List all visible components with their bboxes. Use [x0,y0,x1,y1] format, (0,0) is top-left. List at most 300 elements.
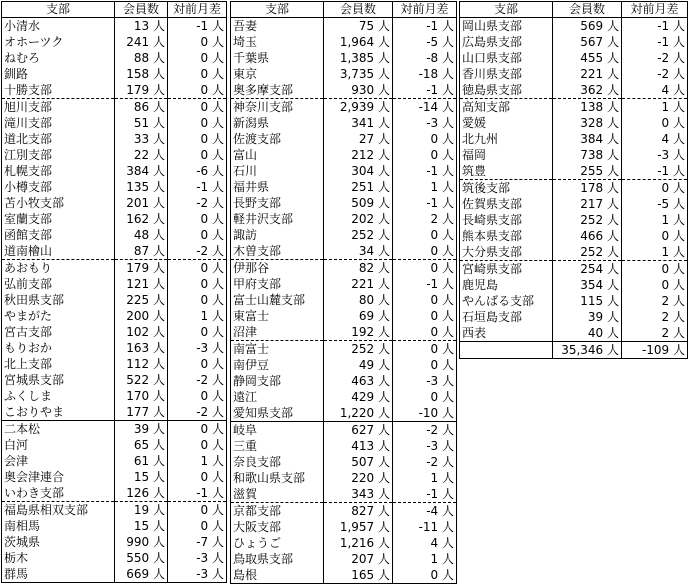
table-row [231,503,457,520]
monthly-diff: 1 人 [393,551,457,567]
branch-name: もりおか [2,340,115,356]
table-row [231,519,457,535]
branch-name: 札幌支部 [2,163,115,179]
branch-name: 鳥取県支部 [231,551,324,567]
branch-name: 和歌山県支部 [231,470,324,486]
member-count: 1,964 人 [324,34,393,50]
branch-name: やまがた [2,308,115,324]
member-count: 13 人 [115,18,168,35]
branch-name: あおもり [2,260,115,277]
table-row [460,50,688,66]
monthly-diff: 2 人 [393,211,457,227]
monthly-diff: -2 人 [393,422,457,439]
table-row [2,550,227,566]
table-row [231,131,457,147]
branch-name: 軽井沢支部 [231,211,324,227]
member-count: 207 人 [324,551,393,567]
branch-name: 会津 [2,453,115,469]
member-count: 1,216 人 [324,535,393,551]
monthly-diff: -5 人 [622,196,688,212]
monthly-diff: 0 人 [168,50,227,66]
branch-name: 東富士 [231,308,324,324]
monthly-diff: -1 人 [393,276,457,292]
member-count: 121 人 [115,276,168,292]
member-count: 86 人 [115,99,168,116]
branch-name: 静岡支部 [231,373,324,389]
table-row [2,82,227,99]
member-count: 252 人 [553,244,622,261]
table-row [2,308,227,324]
member-count: 254 人 [553,261,622,278]
member-count: 201 人 [115,195,168,211]
monthly-diff: 2 人 [622,325,688,342]
monthly-diff: 0 人 [393,567,457,584]
member-count: 463 人 [324,373,393,389]
monthly-diff: 1 人 [168,308,227,324]
member-count: 1,220 人 [324,405,393,422]
table-row [460,293,688,309]
member-count: 69 人 [324,308,393,324]
monthly-diff: -2 人 [168,372,227,388]
table-row [2,469,227,485]
monthly-diff: 0 人 [168,437,227,453]
branch-name: ふくしま [2,388,115,404]
branch-name: 小清水 [2,18,115,35]
branch-name: 奈良支部 [231,454,324,470]
monthly-diff: 0 人 [622,115,688,131]
monthly-diff: -1 人 [622,34,688,50]
table-row [231,82,457,99]
monthly-diff: 1 人 [393,470,457,486]
monthly-diff: 0 人 [168,469,227,485]
branch-name: 茨城県 [2,534,115,550]
monthly-diff: -7 人 [168,534,227,550]
member-count: 252 人 [324,341,393,358]
monthly-diff: 0 人 [393,260,457,277]
table-row [2,260,227,277]
member-count: 82 人 [324,260,393,277]
header-branch: 支部 [2,2,115,18]
member-count: 179 人 [115,82,168,99]
monthly-diff: 0 人 [168,292,227,308]
table-column-3 [459,1,688,359]
monthly-diff: -1 人 [393,163,457,179]
branch-name: 道北支部 [2,131,115,147]
monthly-diff: -2 人 [168,243,227,260]
member-count: 49 人 [324,357,393,373]
branch-name: 奥多摩支部 [231,82,324,99]
member-count: 1,385 人 [324,50,393,66]
member-count: 930 人 [324,82,393,99]
member-count: 990 人 [115,534,168,550]
monthly-diff: 0 人 [622,180,688,197]
monthly-diff: -1 人 [622,18,688,35]
member-count: 22 人 [115,147,168,163]
member-count: 202 人 [324,211,393,227]
monthly-diff: -1 人 [622,163,688,180]
table-row [231,389,457,405]
branch-name: 沼津 [231,324,324,341]
monthly-diff: 4 人 [622,82,688,99]
branch-name: 二本松 [2,421,115,438]
member-count: 15 人 [115,469,168,485]
total-diff: -109 人 [622,342,688,359]
branch-name: 栃木 [2,550,115,566]
monthly-diff: -3 人 [622,147,688,163]
table-row [231,308,457,324]
monthly-diff: 0 人 [168,388,227,404]
branch-name: 遠江 [231,389,324,405]
branch-name: 山口県支部 [460,50,553,66]
branch-name: 千葉県 [231,50,324,66]
header-members: 会員数 [115,2,168,18]
table-row [231,341,457,358]
member-count: 217 人 [553,196,622,212]
member-count: 384 人 [553,131,622,147]
branch-name: こおりやま [2,404,115,421]
table-row [231,276,457,292]
monthly-diff: 0 人 [168,82,227,99]
monthly-diff: -6 人 [168,163,227,179]
header-row [460,2,688,18]
branch-name: いわき支部 [2,485,115,502]
table-row [2,340,227,356]
branch-name: 吾妻 [231,18,324,35]
branch-name: 秋田県支部 [2,292,115,308]
monthly-diff: -1 人 [168,485,227,502]
header-branch: 支部 [460,2,553,18]
branch-name: 島根 [231,567,324,584]
monthly-diff: 0 人 [168,324,227,340]
member-count: 51 人 [115,115,168,131]
member-count: 251 人 [324,179,393,195]
monthly-diff: 0 人 [393,147,457,163]
branch-name: 江別支部 [2,147,115,163]
monthly-diff: 0 人 [168,99,227,116]
branch-name: 道南檜山 [2,243,115,260]
branch-name: 石川 [231,163,324,179]
member-count: 165 人 [324,567,393,584]
branch-name: 高知支部 [460,99,553,116]
table-row [460,18,688,35]
monthly-diff: -1 人 [393,486,457,503]
member-count: 27 人 [324,131,393,147]
member-count: 413 人 [324,438,393,454]
monthly-diff: -1 人 [393,82,457,99]
header-branch: 支部 [231,2,324,18]
branch-name: 新潟県 [231,115,324,131]
table-row [460,82,688,99]
member-count: 3,735 人 [324,66,393,82]
table-row [2,404,227,421]
branch-name: 岡山県支部 [460,18,553,35]
table-row [231,243,457,260]
monthly-diff: -14 人 [393,99,457,116]
monthly-diff: 2 人 [622,293,688,309]
member-count: 87 人 [115,243,168,260]
member-count: 135 人 [115,179,168,195]
table-row [2,534,227,550]
member-count: 177 人 [115,404,168,421]
table-row [2,502,227,519]
table-row [460,212,688,228]
table-row [2,18,227,35]
table-row [231,292,457,308]
table-row [2,292,227,308]
table-row [460,180,688,197]
member-count: 455 人 [553,50,622,66]
header-row [2,2,227,18]
monthly-diff: 0 人 [393,341,457,358]
monthly-diff: 0 人 [168,211,227,227]
monthly-diff: -3 人 [393,373,457,389]
member-count: 341 人 [324,115,393,131]
table-row [2,566,227,583]
monthly-diff: -8 人 [393,50,457,66]
table-row [460,131,688,147]
monthly-diff: 0 人 [393,292,457,308]
member-count: 304 人 [324,163,393,179]
branch-name: 筑後支部 [460,180,553,197]
branch-name: 佐賀県支部 [460,196,553,212]
monthly-diff: -3 人 [393,438,457,454]
branch-name: 富山 [231,147,324,163]
branch-name: 愛知県支部 [231,405,324,422]
header-members: 会員数 [553,2,622,18]
table-row [231,115,457,131]
header-row [231,2,457,18]
monthly-diff: -1 人 [168,18,227,35]
branch-name: 伊那谷 [231,260,324,277]
monthly-diff: -1 人 [393,18,457,35]
monthly-diff: 0 人 [393,131,457,147]
branch-name: 福井県 [231,179,324,195]
monthly-diff: -2 人 [622,50,688,66]
member-count: 33 人 [115,131,168,147]
branch-name: ひょうご [231,535,324,551]
table-row [231,324,457,341]
branch-name: 白河 [2,437,115,453]
branch-name: 熊本県支部 [460,228,553,244]
table-row [460,277,688,293]
table-row [231,195,457,211]
branch-name: 釧路 [2,66,115,82]
branch-name: 奥会津連合 [2,469,115,485]
member-count: 112 人 [115,356,168,372]
table-row [231,260,457,277]
member-count: 738 人 [553,147,622,163]
member-count: 115 人 [553,293,622,309]
branch-name: ねむろ [2,50,115,66]
monthly-diff: -2 人 [168,195,227,211]
table-row [231,373,457,389]
table-row [2,66,227,82]
branch-name: 鹿児島 [460,277,553,293]
member-count: 212 人 [324,147,393,163]
branch-name: やんばる支部 [460,293,553,309]
branch-name: 徳島県支部 [460,82,553,99]
branch-name: 香川県支部 [460,66,553,82]
table-row [2,179,227,195]
monthly-diff: 0 人 [168,260,227,277]
table-row [231,227,457,243]
monthly-diff: -2 人 [622,66,688,82]
member-count: 466 人 [553,228,622,244]
monthly-diff: 1 人 [393,179,457,195]
member-count: 179 人 [115,260,168,277]
table-row [2,518,227,534]
branch-name: 富士山麓支部 [231,292,324,308]
member-count: 75 人 [324,18,393,35]
table-column-1 [1,1,227,583]
monthly-diff: 4 人 [393,535,457,551]
table-row [231,422,457,439]
member-count: 80 人 [324,292,393,308]
branch-name: 苫小牧支部 [2,195,115,211]
header-diff: 対前月差 [622,2,688,18]
table-row [231,357,457,373]
branch-name: 東京 [231,66,324,82]
table-row [231,535,457,551]
table-row [231,405,457,422]
member-count: 328 人 [553,115,622,131]
branch-name: オホーツク [2,34,115,50]
monthly-diff: 0 人 [168,34,227,50]
member-count: 507 人 [324,454,393,470]
table-row [2,34,227,50]
table-row [460,66,688,82]
member-count: 669 人 [115,566,168,583]
monthly-diff: -4 人 [393,503,457,520]
member-count: 158 人 [115,66,168,82]
member-count: 384 人 [115,163,168,179]
branch-name: 愛媛 [460,115,553,131]
branch-name: 三重 [231,438,324,454]
table-row [2,195,227,211]
table-row [460,163,688,180]
table-row [2,243,227,260]
member-count: 569 人 [553,18,622,35]
header-diff: 対前月差 [168,2,227,18]
header-diff: 対前月差 [393,2,457,18]
member-count: 48 人 [115,227,168,243]
table-row [231,551,457,567]
monthly-diff: 0 人 [168,356,227,372]
table-row [231,470,457,486]
member-count: 627 人 [324,422,393,439]
branch-name: 長崎県支部 [460,212,553,228]
table-row [460,309,688,325]
member-count: 241 人 [115,34,168,50]
member-count: 221 人 [324,276,393,292]
member-count: 827 人 [324,503,393,520]
table-row [2,437,227,453]
table-row [2,485,227,502]
monthly-diff: 0 人 [168,421,227,438]
table-row [231,179,457,195]
total-row [460,342,688,359]
monthly-diff: 0 人 [168,518,227,534]
branch-name: 西表 [460,325,553,342]
monthly-diff: 0 人 [168,502,227,519]
monthly-diff: 0 人 [393,227,457,243]
member-count: 65 人 [115,437,168,453]
member-count: 1,957 人 [324,519,393,535]
branch-name: 弘前支部 [2,276,115,292]
table-row [460,99,688,116]
monthly-diff: 0 人 [168,147,227,163]
branch-name: 小樽支部 [2,179,115,195]
member-count: 162 人 [115,211,168,227]
branch-name: 旭川支部 [2,99,115,116]
branch-name: 諏訪 [231,227,324,243]
table-row [2,131,227,147]
member-count: 15 人 [115,518,168,534]
branch-name: 宮崎県支部 [460,261,553,278]
branch-name: 広島県支部 [460,34,553,50]
member-count: 192 人 [324,324,393,341]
monthly-diff: 0 人 [393,243,457,260]
monthly-diff: 0 人 [168,66,227,82]
member-count: 178 人 [553,180,622,197]
branch-name: 北九州 [460,131,553,147]
branch-name: 南伊豆 [231,357,324,373]
table-row [231,50,457,66]
monthly-diff: 4 人 [622,131,688,147]
table-row [231,567,457,584]
branch-name: 岐阜 [231,422,324,439]
monthly-diff: 0 人 [622,228,688,244]
branch-name: 石垣島支部 [460,309,553,325]
branch-name: 函館支部 [2,227,115,243]
member-count: 39 人 [553,309,622,325]
table-row [231,147,457,163]
branch-name: 福島県相双支部 [2,502,115,519]
member-count: 170 人 [115,388,168,404]
monthly-diff: 1 人 [622,212,688,228]
monthly-diff: -3 人 [168,340,227,356]
monthly-diff: 1 人 [168,453,227,469]
monthly-diff: -2 人 [168,404,227,421]
table-row [231,454,457,470]
table-row [231,99,457,116]
table-row [231,486,457,503]
branch-name: 甲府支部 [231,276,324,292]
table-row [2,453,227,469]
total-members: 35,346 人 [553,342,622,359]
table-row [460,261,688,278]
branch-name: 大阪支部 [231,519,324,535]
member-count: 2,939 人 [324,99,393,116]
member-count: 343 人 [324,486,393,503]
table-column-2 [230,1,457,584]
monthly-diff: -18 人 [393,66,457,82]
branch-name: 京都支部 [231,503,324,520]
table-row [460,115,688,131]
table-row [2,356,227,372]
branch-name: 長野支部 [231,195,324,211]
branch-name: 南富士 [231,341,324,358]
member-count: 34 人 [324,243,393,260]
member-count: 19 人 [115,502,168,519]
table-row [2,115,227,131]
table-row [231,163,457,179]
branch-name: 十勝支部 [2,82,115,99]
table-row [2,388,227,404]
monthly-diff: -11 人 [393,519,457,535]
monthly-diff: 0 人 [393,389,457,405]
table-row [2,227,227,243]
